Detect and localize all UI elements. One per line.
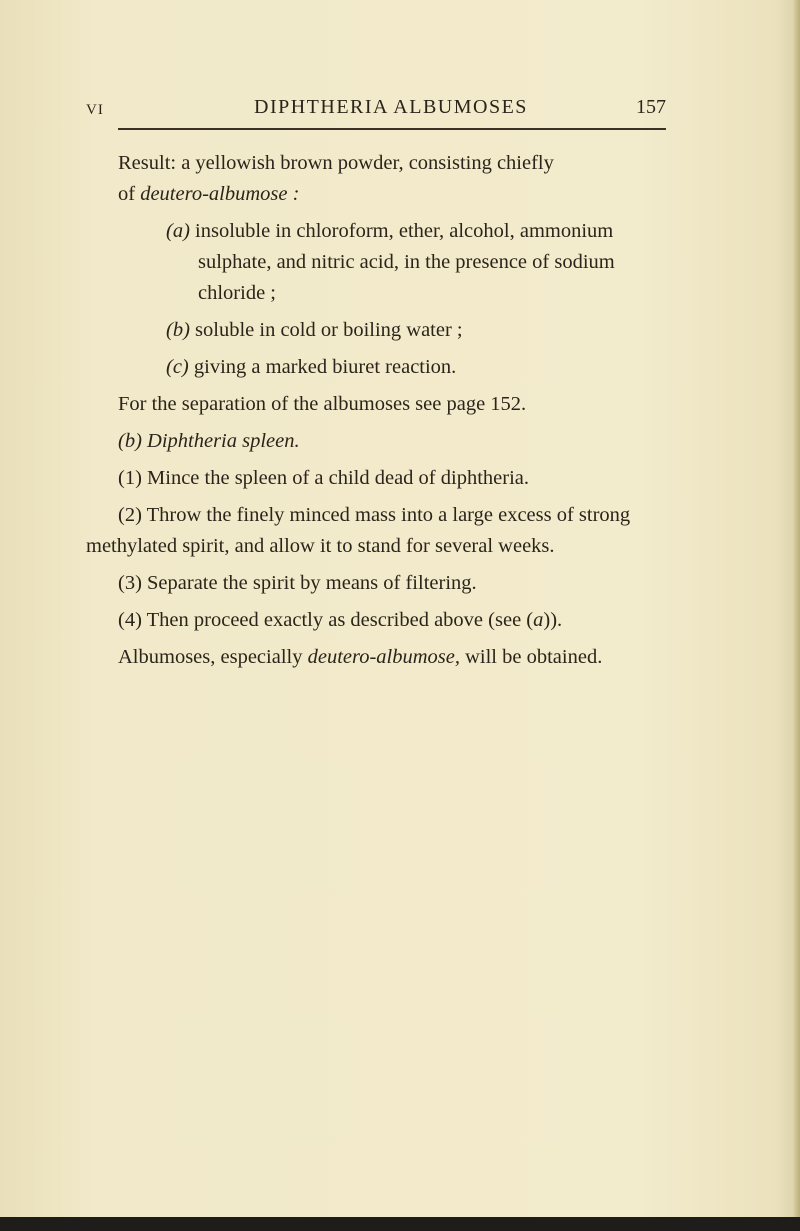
final-text-end: will be obtained. xyxy=(459,646,603,668)
running-head xyxy=(86,94,666,120)
page-edge-right xyxy=(794,0,800,1231)
section-b-title: Diphtheria spleen. xyxy=(147,430,300,452)
item-a-text: insoluble in chloroform, ether, alcohol, ammonium sulphate, and nitric acid, in the presence of sodium chloride ; xyxy=(195,220,615,304)
result-term: deutero-albumose : xyxy=(140,183,300,205)
list-item-b xyxy=(86,315,666,346)
result-of: of xyxy=(118,183,141,205)
section-heading xyxy=(86,426,666,457)
item-a-label: (a) xyxy=(166,220,190,242)
result-text: Result: a yellowish brown powder, consisting chiefly xyxy=(118,152,554,174)
step-4-end: )). xyxy=(543,609,563,631)
item-b-label: (b) xyxy=(166,319,190,341)
step-4 xyxy=(86,605,666,636)
separation-note: For the separation of the albumoses see page 152. xyxy=(118,393,527,415)
page-number: 157 xyxy=(636,96,666,118)
step-4-ref: a xyxy=(533,609,544,631)
item-b-text: soluble in cold or boiling water ; xyxy=(195,319,463,341)
list-item-c xyxy=(86,352,666,383)
final-term: deutero-albumose, xyxy=(307,646,460,668)
result-line xyxy=(86,148,666,179)
result-continuation xyxy=(86,179,666,210)
step-1: (1) Mince the spleen of a child dead of diphtheria. xyxy=(118,467,529,489)
final-text-start: Albumoses, especially xyxy=(118,646,308,668)
section-b-label: (b) xyxy=(118,430,142,452)
page-title: DIPHTHERIA ALBUMOSES xyxy=(254,96,528,118)
list-item-a xyxy=(86,216,666,309)
step-4-text: (4) Then proceed exactly as described above (see ( xyxy=(118,609,534,631)
body-text xyxy=(86,148,666,673)
header-rule xyxy=(118,128,666,130)
page-edge-bottom xyxy=(0,1217,800,1231)
step-2: (2) Throw the finely minced mass into a large excess of strong methylated spirit, and allow it to stand for several weeks. xyxy=(86,504,631,557)
item-c-label: (c) xyxy=(166,356,189,378)
item-c-text: giving a marked biuret reaction. xyxy=(193,356,457,378)
step-3: (3) Separate the spirit by means of filtering. xyxy=(118,572,477,594)
final-sentence xyxy=(86,642,666,673)
chapter-number: VI xyxy=(86,102,104,118)
